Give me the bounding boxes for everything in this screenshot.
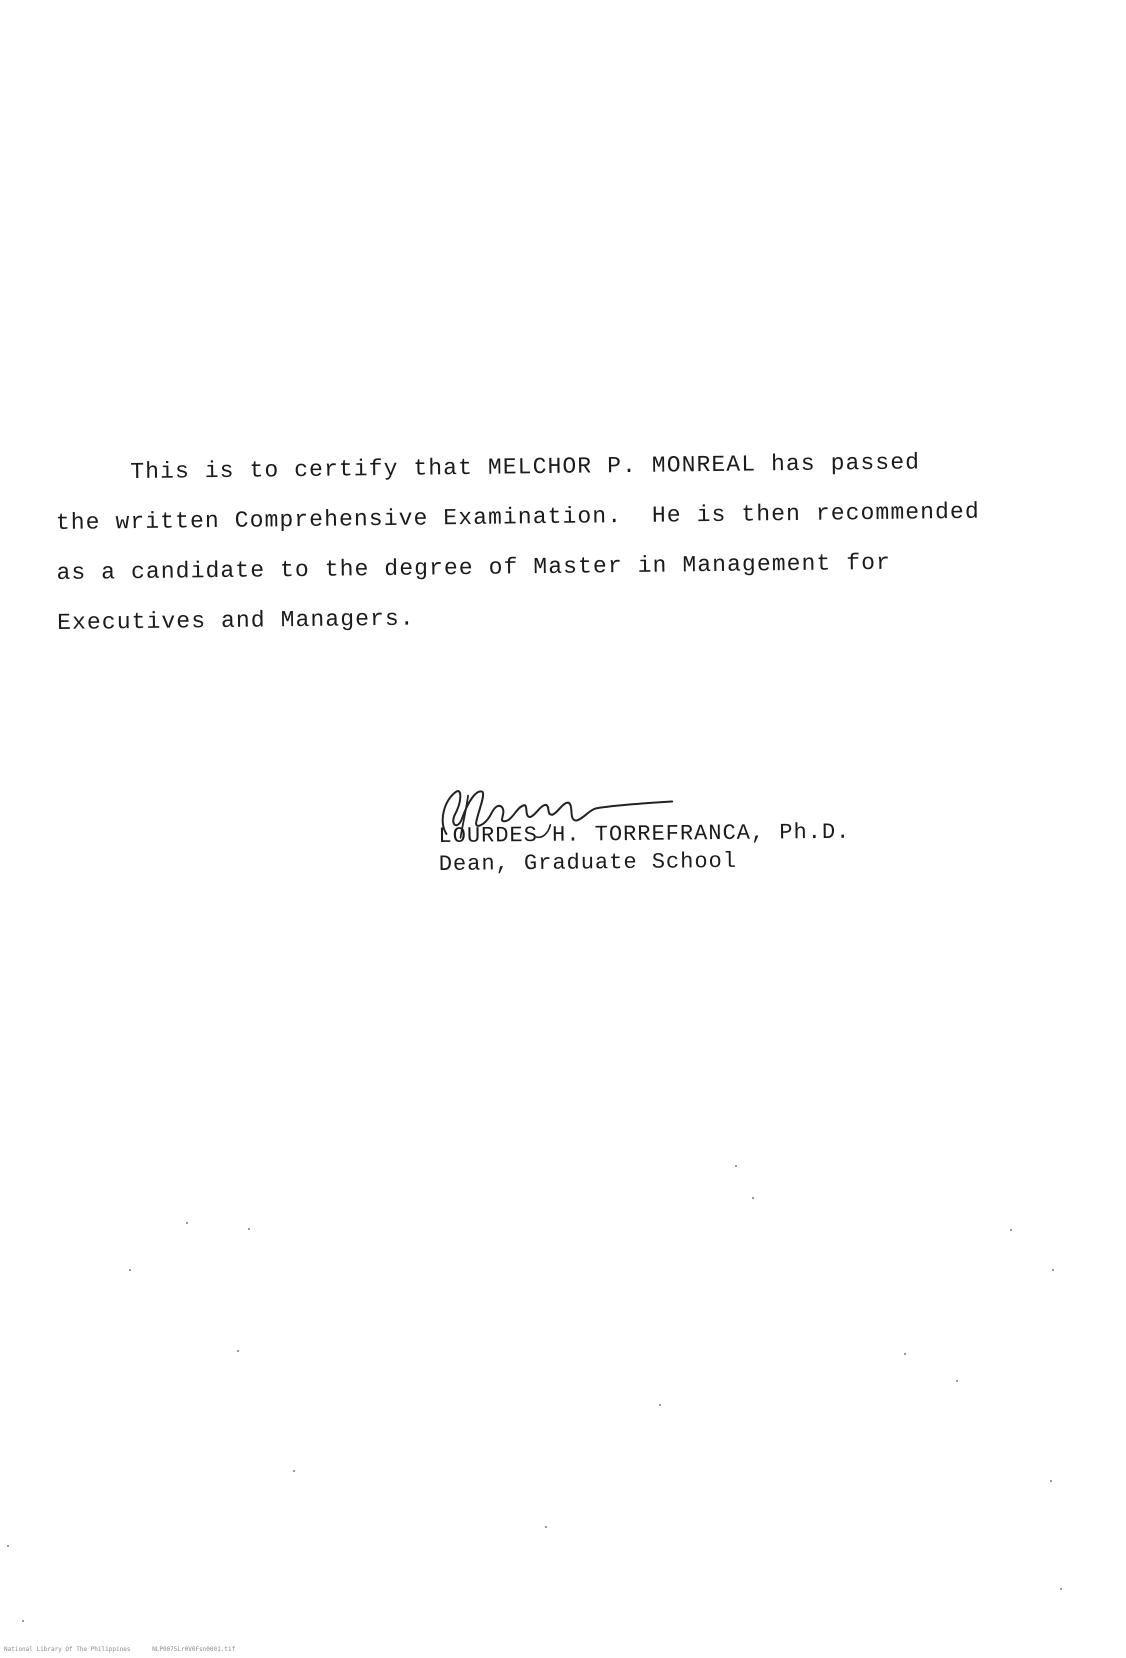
scan-speck bbox=[237, 1350, 239, 1352]
signer-title: Dean, Graduate School bbox=[438, 848, 738, 877]
scan-speck bbox=[1060, 1588, 1062, 1590]
scan-speck bbox=[545, 1526, 547, 1528]
scan-speck bbox=[904, 1353, 906, 1355]
scan-speck bbox=[248, 1228, 250, 1230]
certification-line: Executives and Managers. bbox=[56, 605, 415, 636]
scan-speck bbox=[293, 1470, 295, 1472]
certification-line: the written Comprehensive Examination. He is then recommended bbox=[55, 498, 980, 536]
scan-speck bbox=[186, 1222, 188, 1224]
scan-speck bbox=[1052, 1269, 1054, 1271]
scan-speck bbox=[1050, 1480, 1052, 1482]
signature-block bbox=[438, 785, 959, 900]
scan-speck bbox=[1010, 1229, 1012, 1231]
signer-name: LOURDES H. TORREFRANCA, Ph.D. bbox=[438, 819, 851, 849]
scan-speck bbox=[22, 1620, 24, 1622]
scan-speck bbox=[735, 1165, 737, 1167]
scan-speck bbox=[7, 1545, 9, 1547]
scan-speck bbox=[752, 1197, 754, 1199]
certification-line: This is to certify that MELCHOR P. MONREAL has passed bbox=[130, 449, 921, 486]
certification-text bbox=[55, 436, 1057, 648]
scan-speck bbox=[659, 1404, 661, 1406]
scan-speck bbox=[129, 1269, 131, 1271]
scan-footer-stamp: National Library Of The Philippines NLP0075Lr0V0Fsn0001.tif bbox=[4, 1646, 236, 1653]
scan-speck bbox=[956, 1380, 958, 1382]
certification-line: as a candidate to the degree of Master in Management for bbox=[56, 549, 892, 586]
